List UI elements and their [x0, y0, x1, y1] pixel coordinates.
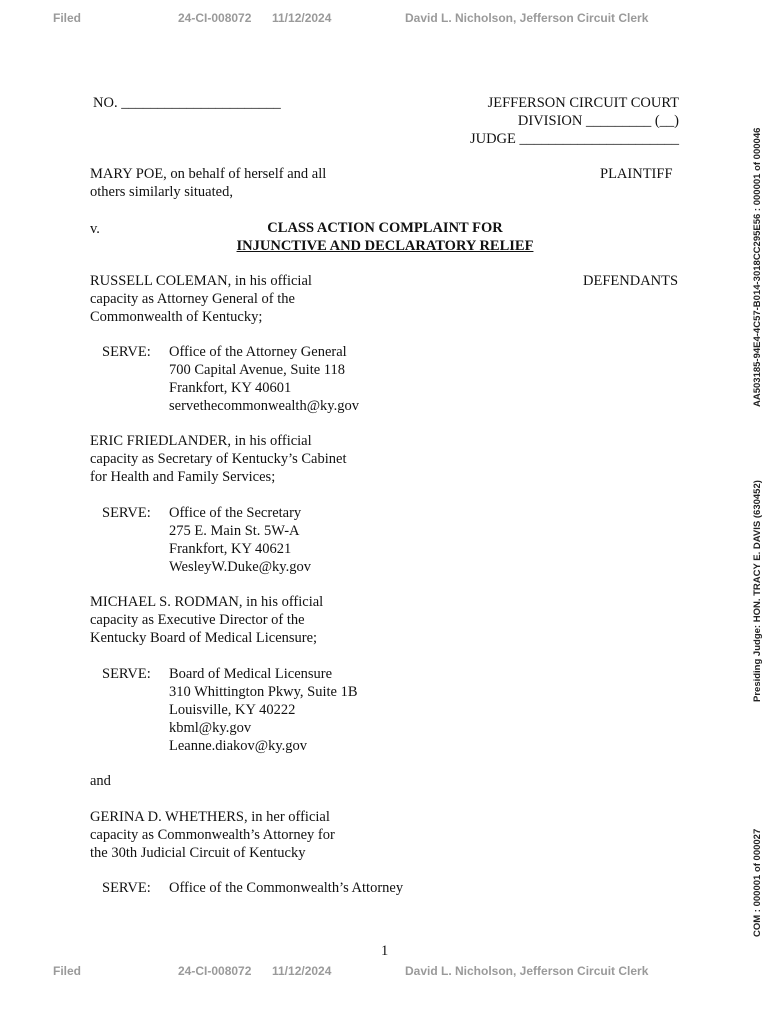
party-line: capacity as Attorney General of the	[90, 291, 295, 307]
side-stamp-document-id: AA503185-94E4-4C57-B014-3018CC295E56 : 000001 of 000046	[752, 127, 763, 407]
versus: v.	[90, 221, 100, 237]
court-name: JEFFERSON CIRCUIT COURT	[487, 95, 679, 111]
side-stamp-com-page: COM : 000001 of 000027	[752, 828, 763, 937]
party-line: GERINA D. WHETHERS, in her official	[90, 809, 330, 825]
case-number-blank: NO. ______________________	[93, 95, 281, 111]
header-date: 11/12/2024	[272, 11, 332, 25]
footer-case-number: 24-CI-008072	[178, 964, 252, 978]
address-line: Office of the Secretary	[169, 505, 302, 521]
defendant-whethers	[90, 808, 335, 862]
address-line: Louisville, KY 40222	[169, 702, 296, 718]
defendant-coleman	[90, 272, 312, 326]
address-email: servethecommonwealth@ky.gov	[169, 398, 359, 414]
page-number: 1	[381, 943, 389, 959]
party-line: capacity as Commonwealth’s Attorney for	[90, 827, 335, 843]
document-title	[200, 219, 570, 255]
address-line: Office of the Commonwealth’s Attorney	[169, 880, 404, 896]
title-line: INJUNCTIVE AND DECLARATORY RELIEF	[236, 238, 534, 254]
serve-label: SERVE:	[102, 666, 151, 682]
plaintiff-block	[90, 165, 326, 201]
court-division: DIVISION _________ (__)	[517, 113, 679, 129]
header-filed: Filed	[53, 11, 82, 25]
address-line: 310 Whittington Pkwy, Suite 1B	[169, 684, 358, 700]
party-line: ERIC FRIEDLANDER, in his official	[90, 433, 312, 449]
defendant-friedlander	[90, 432, 346, 486]
serve-address-rodman	[169, 665, 358, 755]
defendants-label: DEFENDANTS	[583, 273, 679, 289]
address-email: kbml@ky.gov	[169, 720, 252, 736]
party-line: the 30th Judicial Circuit of Kentucky	[90, 845, 306, 861]
party-line: capacity as Executive Director of the	[90, 612, 305, 628]
serve-address-friedlander	[169, 504, 311, 576]
party-line: MICHAEL S. RODMAN, in his official	[90, 594, 324, 610]
footer-filed: Filed	[53, 964, 82, 978]
party-line: Kentucky Board of Medical Licensure;	[90, 630, 318, 646]
court-judge: JUDGE ______________________	[469, 131, 679, 147]
plaintiff-line: others similarly situated,	[90, 184, 233, 200]
serve-label: SERVE:	[102, 344, 151, 360]
party-line: for Health and Family Services;	[90, 469, 276, 485]
address-email: WesleyW.Duke@ky.gov	[169, 559, 311, 575]
plaintiff-line: MARY POE, on behalf of herself and all	[90, 166, 327, 182]
title-line: CLASS ACTION COMPLAINT FOR	[267, 220, 503, 236]
serve-label: SERVE:	[102, 880, 151, 896]
address-line: Frankfort, KY 40621	[169, 541, 292, 557]
address-line: 275 E. Main St. 5W-A	[169, 523, 300, 539]
party-line: capacity as Secretary of Kentucky’s Cabinet	[90, 451, 347, 467]
footer-clerk: David L. Nicholson, Jefferson Circuit Clerk	[405, 964, 649, 978]
conjunction-and: and	[90, 773, 111, 789]
defendant-rodman	[90, 593, 323, 647]
address-email: Leanne.diakov@ky.gov	[169, 738, 308, 754]
address-line: Frankfort, KY 40601	[169, 380, 292, 396]
side-stamp-presiding-judge: Presiding Judge: HON. TRACY E. DAVIS (630452)	[752, 480, 763, 702]
serve-label: SERVE:	[102, 505, 151, 521]
address-line: Office of the Attorney General	[169, 344, 347, 360]
plaintiff-label: PLAINTIFF	[600, 166, 673, 182]
footer-date: 11/12/2024	[272, 964, 332, 978]
party-line: RUSSELL COLEMAN, in his official	[90, 273, 312, 289]
party-line: Commonwealth of Kentucky;	[90, 309, 263, 325]
serve-address-whethers	[169, 879, 403, 897]
serve-address-coleman	[169, 343, 359, 415]
header-case-number: 24-CI-008072	[178, 11, 252, 25]
header-clerk: David L. Nicholson, Jefferson Circuit Clerk	[405, 11, 649, 25]
address-line: 700 Capital Avenue, Suite 118	[169, 362, 345, 378]
address-line: Board of Medical Licensure	[169, 666, 333, 682]
